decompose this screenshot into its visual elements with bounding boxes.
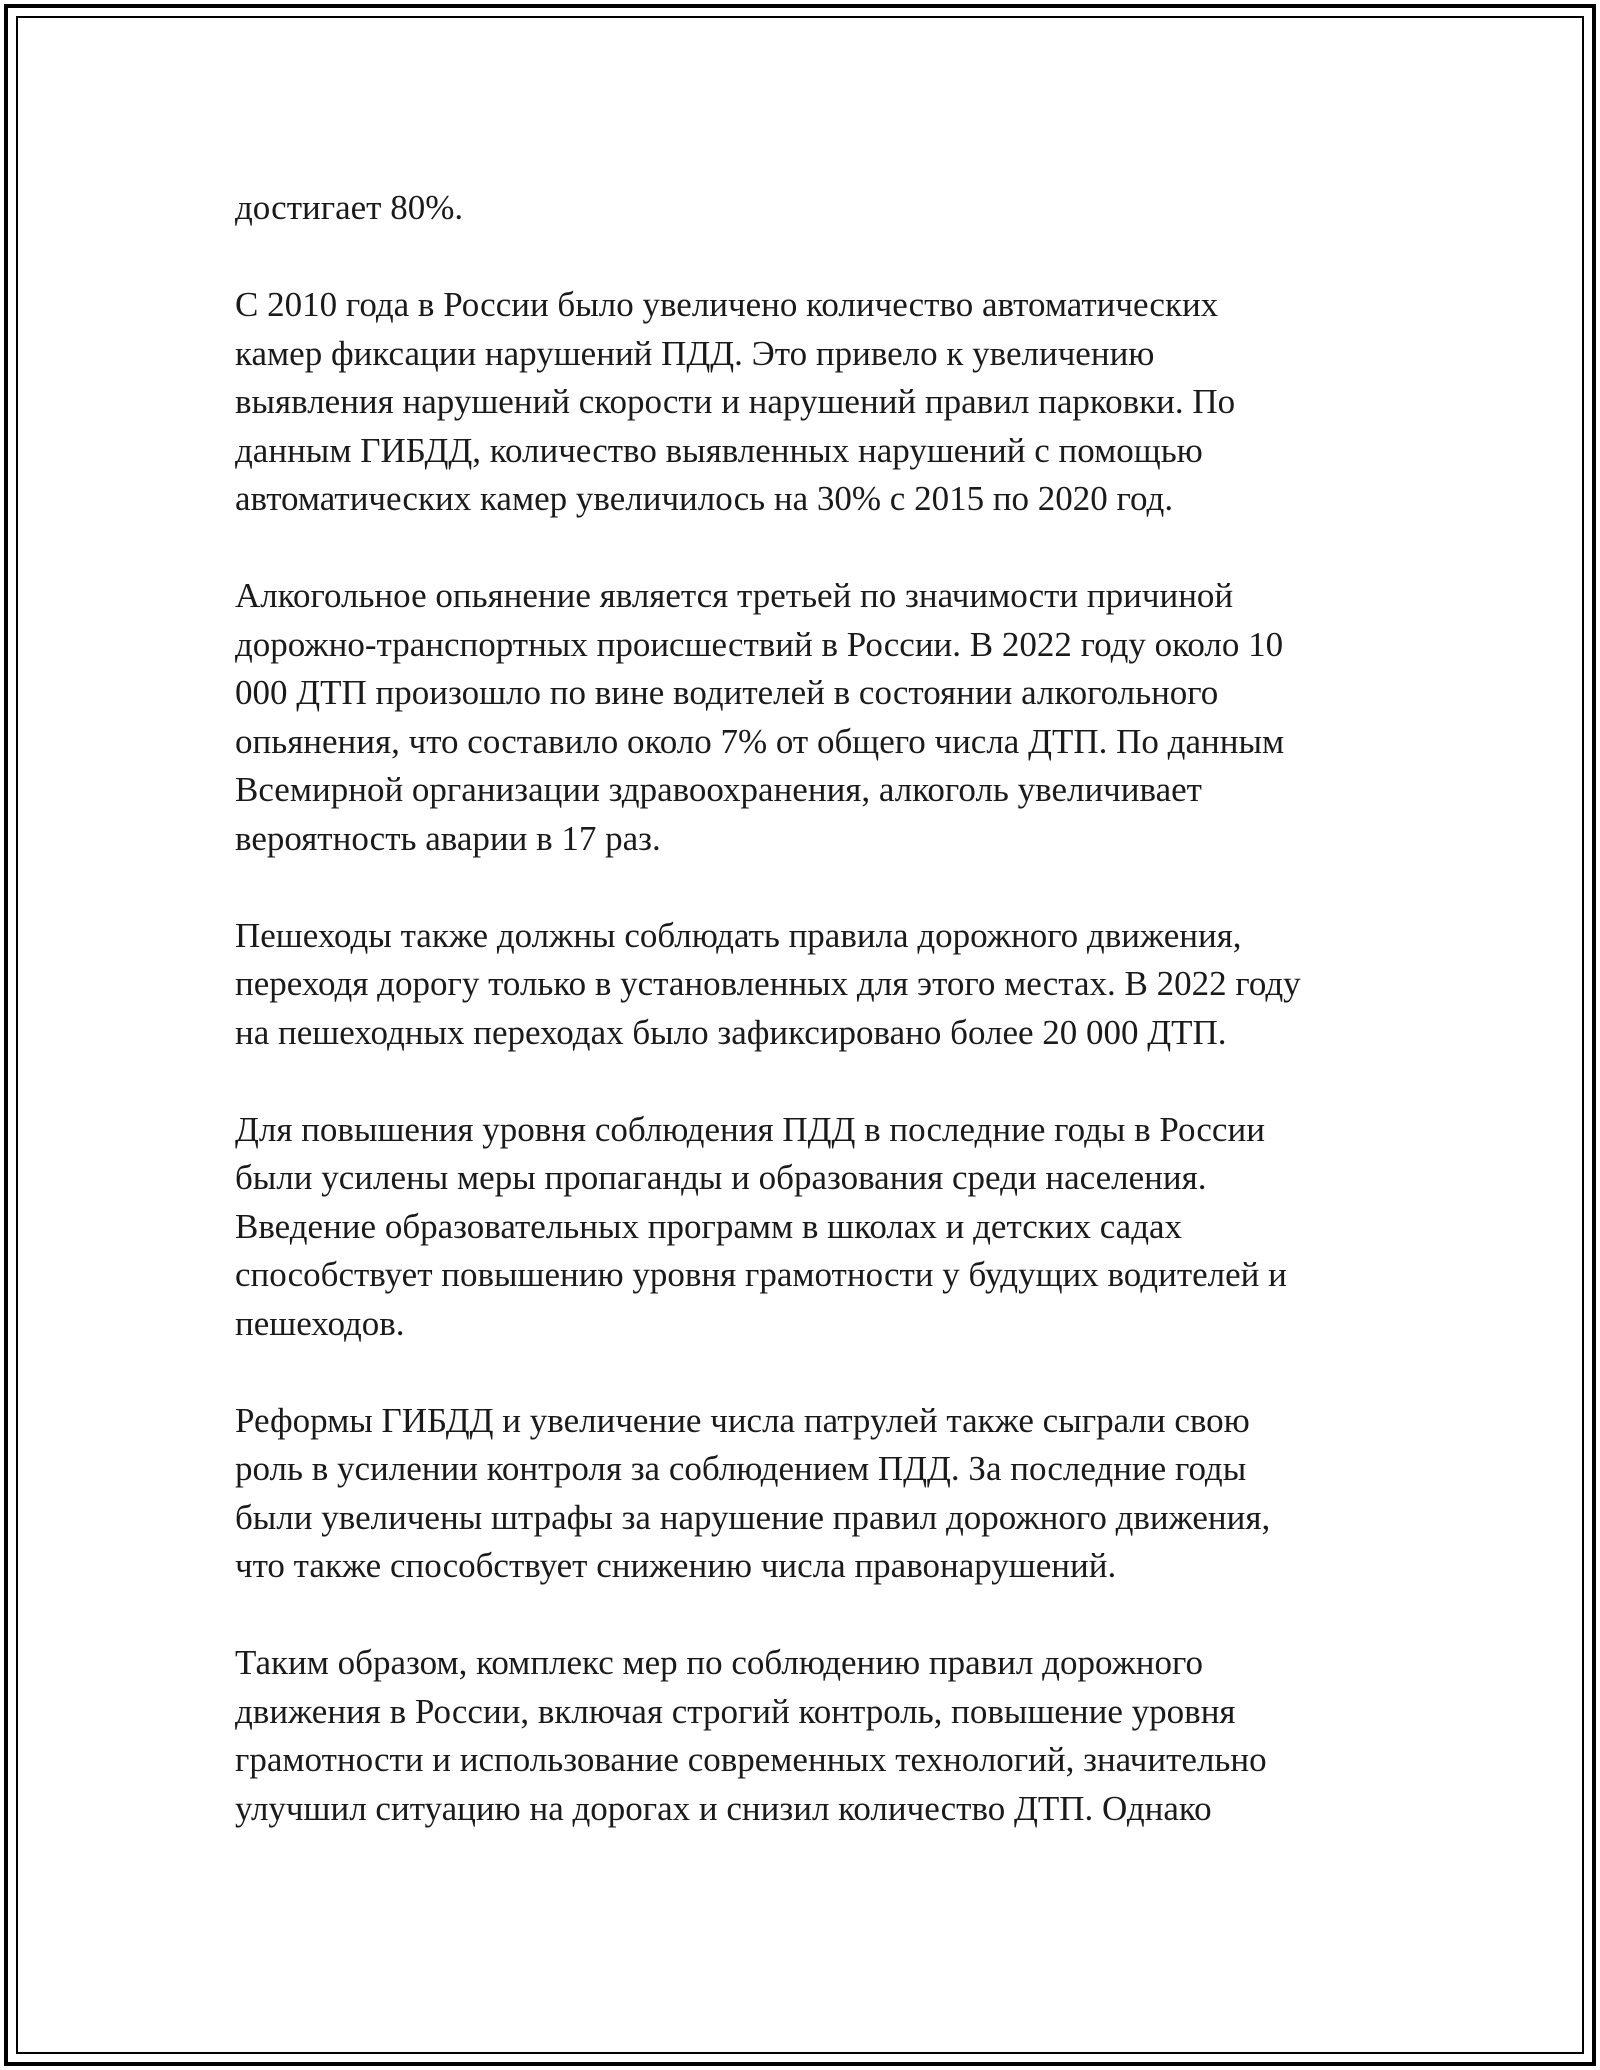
paragraph-6 bbox=[235, 1397, 1365, 1591]
text-line: Введение образовательных программ в школах и детских садах bbox=[235, 1206, 1183, 1246]
paragraph-7 bbox=[235, 1639, 1365, 1833]
text-line: пешеходов. bbox=[235, 1303, 405, 1343]
text-line: С 2010 года в России было увеличено количество автоматических bbox=[235, 285, 1219, 324]
text-line: данным ГИБДД, количество выявленных нарушений с помощью bbox=[235, 430, 1203, 470]
text-line: вероятность аварии в 17 раз. bbox=[235, 818, 661, 858]
paragraph-1 bbox=[235, 184, 1365, 233]
text-line: выявления нарушений скорости и нарушений правил парковки. По bbox=[235, 382, 1236, 421]
text-line: Всемирной организации здравоохранения, алкоголь увеличивает bbox=[235, 770, 1202, 809]
text-line: переходя дорогу только в установленных для этого местах. В 2022 году bbox=[235, 964, 1301, 1003]
text-line: улучшил ситуацию на дорогах и снизил количество ДТП. Однако bbox=[235, 1788, 1212, 1828]
text-line: были увеличены штрафы за нарушение правил дорожного движения, bbox=[235, 1497, 1271, 1537]
paragraph-3 bbox=[235, 572, 1365, 863]
text-line: движения в России, включая строгий контроль, повышение уровня bbox=[235, 1691, 1236, 1731]
text-line: достигает 80%. bbox=[235, 188, 464, 227]
text-line: грамотности и использование современных технологий, значительно bbox=[235, 1740, 1267, 1779]
text-line: 000 ДТП произошло по вине водителей в состоянии алкогольного bbox=[235, 673, 1219, 712]
text-line: Для повышения уровня соблюдения ПДД в последние годы в России bbox=[235, 1109, 1265, 1149]
text-line: дорожно-транспортных происшествий в России. В 2022 году около 10 bbox=[235, 624, 1284, 664]
paragraph-2 bbox=[235, 281, 1365, 524]
text-line: на пешеходных переходах было зафиксировано более 20 000 ДТП. bbox=[235, 1012, 1227, 1052]
text-line: Реформы ГИБДД и увеличение числа патрулей также сыграли свою bbox=[235, 1400, 1250, 1440]
text-line: камер фиксации нарушений ПДД. Это привело к увеличению bbox=[235, 333, 1155, 373]
paragraph-5 bbox=[235, 1106, 1365, 1349]
text-line: способствует повышению уровня грамотности у будущих водителей и bbox=[235, 1255, 1287, 1294]
text-line: опьянения, что составило около 7% от общего числа ДТП. По данным bbox=[235, 721, 1285, 761]
text-line: Таким образом, комплекс мер по соблюдению правил дорожного bbox=[235, 1643, 1203, 1682]
paragraph-4 bbox=[235, 912, 1365, 1058]
document-body bbox=[235, 184, 1365, 1882]
text-line: были усилены меры пропаганды и образования среди населения. bbox=[235, 1158, 1207, 1197]
text-line: Алкогольное опьянение является третьей по значимости причиной bbox=[235, 576, 1234, 615]
text-line: роль в усилении контроля за соблюдением ПДД. За последние годы bbox=[235, 1449, 1247, 1488]
text-line: автоматических камер увеличилось на 30% с 2015 по 2020 год. bbox=[235, 479, 1174, 518]
text-line: что также способствует снижению числа правонарушений. bbox=[235, 1546, 1117, 1585]
text-line: Пешеходы также должны соблюдать правила дорожного движения, bbox=[235, 915, 1242, 955]
